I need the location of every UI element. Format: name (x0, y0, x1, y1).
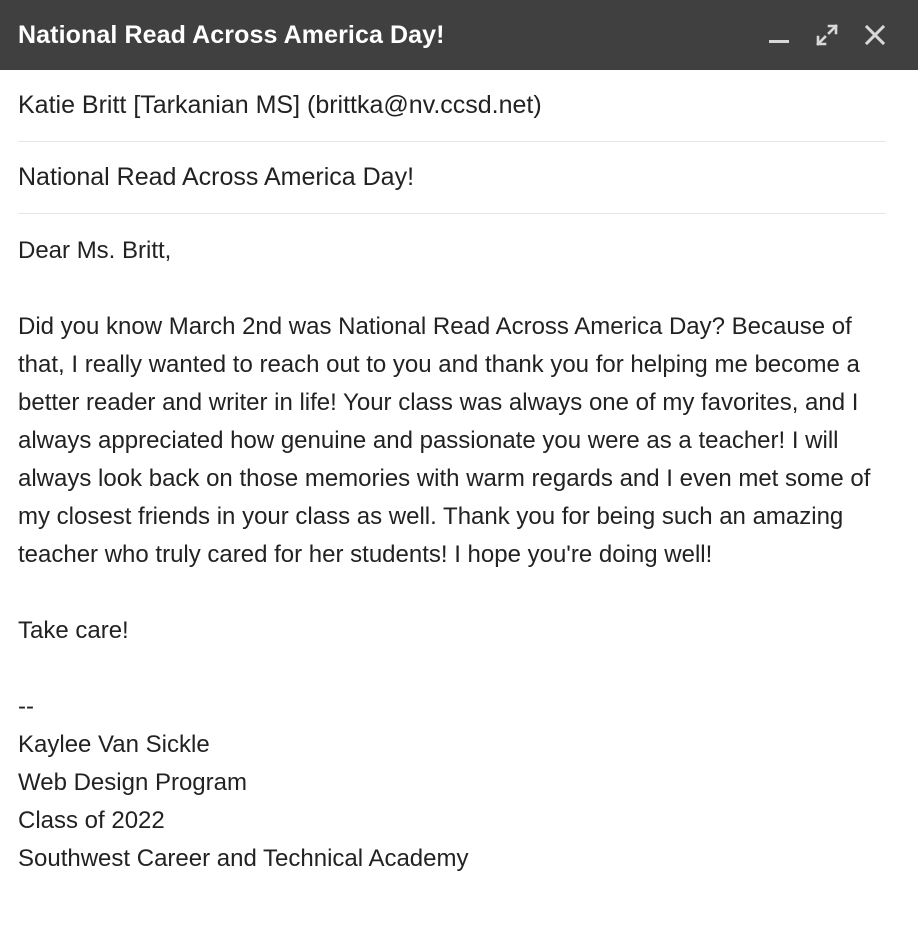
message-body[interactable] (0, 214, 918, 878)
signature-program: Web Design Program (18, 769, 247, 796)
signature-name: Kaylee Van Sickle (18, 731, 210, 758)
signature-school: Southwest Career and Technical Academy (18, 845, 469, 872)
greeting: Dear Ms. Britt, (18, 237, 172, 264)
compose-titlebar[interactable] (0, 0, 918, 70)
recipient-field[interactable] (18, 70, 886, 142)
signature-separator: -- (18, 693, 34, 720)
window-title: National Read Across America Day! (18, 20, 445, 49)
close-icon[interactable] (860, 20, 890, 50)
closing: Take care! (18, 617, 129, 644)
subject-field[interactable] (18, 142, 886, 214)
expand-icon[interactable] (812, 20, 842, 50)
signature-class: Class of 2022 (18, 807, 165, 834)
message-paragraph: Did you know March 2nd was National Read Across America Day? Because of that, I really wanted to reach out to you and thank you for helping me become a better reader and writer in life! Your class was always one of my favorites, and I always appreciated how genuine and passionate you were as a teacher! I will always look back on those memories with warm regards and I even met some of my closest friends in your class as well. Thank you for being such an amazing teacher who truly cared for her students! I hope you're doing well! (18, 313, 871, 568)
subject-value: National Read Across America Day! (18, 163, 415, 191)
recipient-value: Katie Britt [Tarkanian MS] (brittka@nv.ccsd.net) (18, 91, 542, 119)
window-controls (764, 20, 900, 50)
minimize-icon[interactable] (764, 20, 794, 50)
